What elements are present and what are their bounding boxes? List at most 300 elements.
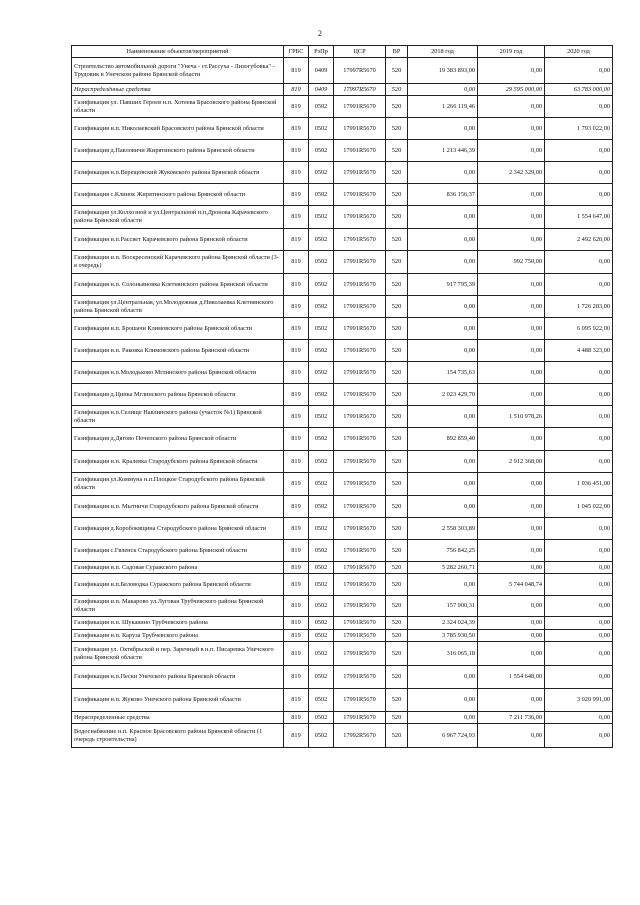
header-2019: 2019 год [478,46,545,58]
row-2019: 0,00 [478,384,545,406]
row-name: Газификация ул. Павших Героев н.п. Хотеева Брасовского района Брянской области [72,96,284,118]
row-name: Газификация н.п. Каруза Трубчевского района [72,630,284,642]
row-2019: 0,00 [478,58,545,84]
row-rzpr: 0502 [309,630,334,642]
row-csr: 17991R5670 [334,251,386,274]
table-row [72,384,613,406]
row-vr: 520 [386,712,408,724]
row-vr: 520 [386,274,408,296]
row-vr: 520 [386,206,408,229]
row-2019: 0,00 [478,562,545,574]
row-grbs: 819 [284,274,309,296]
row-2018: 0,00 [408,206,478,229]
row-2019: 0,00 [478,362,545,384]
row-rzpr: 0502 [309,562,334,574]
row-grbs: 819 [284,451,309,473]
row-2020: 0,00 [545,562,613,574]
row-name: Газификация д.Коробоквщина Стародубского района Брянской области [72,518,284,540]
row-2019: 0,00 [478,118,545,140]
row-name: Газификация д.Цинка Мглинского района Брянской области [72,384,284,406]
row-grbs: 819 [284,206,309,229]
row-2020: 0,00 [545,140,613,162]
table-row [72,518,613,540]
row-2019: 0,00 [478,642,545,666]
table-row [72,406,613,428]
row-rzpr: 0502 [309,96,334,118]
row-grbs: 819 [284,251,309,274]
row-2018: 5 282 260,71 [408,562,478,574]
row-name: Газификация ул.Коммуна н.п.Плоцкое Стародубского района Брянской области [72,473,284,496]
table-row [72,340,613,362]
row-vr: 520 [386,58,408,84]
row-vr: 520 [386,84,408,96]
row-grbs: 819 [284,96,309,118]
header-vr: ВР [386,46,408,58]
row-2019: 1 554 648,00 [478,666,545,689]
row-name: Газификация н.п. Мытничи Стародубского района Брянской области [72,496,284,518]
row-2019: 0,00 [478,689,545,712]
row-vr: 520 [386,562,408,574]
row-grbs: 819 [284,666,309,689]
row-csr: 17991R5670 [334,318,386,340]
row-2019: 5 744 048,74 [478,574,545,596]
table-row [72,596,613,617]
table-row [72,362,613,384]
row-vr: 520 [386,406,408,428]
row-2018: 2 558 303,89 [408,518,478,540]
row-csr: 17991R5670 [334,384,386,406]
row-2019: 0,00 [478,617,545,630]
row-2019: 0,00 [478,428,545,451]
page-number: 2 [318,29,322,38]
row-rzpr: 0502 [309,340,334,362]
row-name: Газификация н.п. Воскресенский Карачевского района Брянской области (3-я очередь) [72,251,284,274]
row-2019: 1 510 978,26 [478,406,545,428]
row-2020: 0,00 [545,406,613,428]
row-2018: 3 785 930,50 [408,630,478,642]
row-csr: 17991R5670 [334,362,386,384]
row-csr: 17991R5670 [334,596,386,617]
header-row [72,46,613,58]
row-grbs: 819 [284,724,309,748]
row-rzpr: 0502 [309,712,334,724]
row-2018: 0,00 [408,84,478,96]
header-2020: 2020 год [545,46,613,58]
row-2018: 157 900,31 [408,596,478,617]
row-rzpr: 0502 [309,206,334,229]
row-vr: 520 [386,540,408,562]
row-grbs: 819 [284,428,309,451]
row-csr: 17991R5670 [334,562,386,574]
header-grbs: ГРБС [284,46,309,58]
row-2018: 0,00 [408,574,478,596]
budget-table [71,45,613,748]
row-vr: 520 [386,630,408,642]
row-csr: 17991R5670 [334,473,386,496]
row-2018: 316 065,18 [408,642,478,666]
row-2020: 0,00 [545,384,613,406]
row-grbs: 819 [284,362,309,384]
table-row [72,84,613,96]
row-2020: 0,00 [545,540,613,562]
row-2019: 0,00 [478,96,545,118]
row-name: Газификация н.п.Молодьково Мглинского района Брянской области [72,362,284,384]
row-vr: 520 [386,96,408,118]
row-rzpr: 0502 [309,318,334,340]
row-grbs: 819 [284,84,309,96]
row-2020: 0,00 [545,596,613,617]
row-vr: 520 [386,451,408,473]
row-2018: 0,00 [408,689,478,712]
row-vr: 520 [386,518,408,540]
row-grbs: 819 [284,296,309,318]
row-2019: 2 342 329,00 [478,162,545,184]
row-csr: 17991R5670 [334,206,386,229]
row-vr: 520 [386,162,408,184]
row-2020: 0,00 [545,274,613,296]
row-csr: 17991R5670 [334,162,386,184]
row-grbs: 819 [284,406,309,428]
header-2018: 2018 год [408,46,478,58]
row-2018: 0,00 [408,406,478,428]
row-rzpr: 0502 [309,296,334,318]
row-name: Строительство автомобильной дороги "Унеча - ст.Рассуха - Лизогубовка" - Трудовик в Унечском районе Брянской области [72,58,284,84]
row-2020: 0,00 [545,428,613,451]
row-rzpr: 0502 [309,428,334,451]
row-rzpr: 0502 [309,406,334,428]
table-row [72,274,613,296]
row-vr: 520 [386,140,408,162]
row-csr: 17991R5670 [334,574,386,596]
table-row [72,689,613,712]
row-rzpr: 0502 [309,518,334,540]
row-2018: 0,00 [408,340,478,362]
row-2018: 836 156,37 [408,184,478,206]
row-grbs: 819 [284,118,309,140]
row-2020: 0,00 [545,362,613,384]
row-2020: 0,00 [545,96,613,118]
row-2020: 1 554 647,00 [545,206,613,229]
table-row [72,724,613,748]
row-name: Газификация д.Дягово Почепского района Брянской области [72,428,284,451]
row-csr: 17991R5670 [334,274,386,296]
row-csr: 17991R5670 [334,229,386,251]
row-2019: 0,00 [478,184,545,206]
row-name: Газификация н.п. Солоньяновка Клетнянского района Брянской области [72,274,284,296]
row-rzpr: 0502 [309,689,334,712]
row-2018: 0,00 [408,296,478,318]
row-2020: 0,00 [545,642,613,666]
row-vr: 520 [386,642,408,666]
row-name: Газификация н.п.Селище Навлинского района (участок №1) Брянской области [72,406,284,428]
table-row [72,206,613,229]
row-csr: 17991R5670 [334,406,386,428]
row-csr: 17991R5670 [334,689,386,712]
row-rzpr: 0502 [309,229,334,251]
row-vr: 520 [386,596,408,617]
row-csr: 17991R5670 [334,96,386,118]
row-2020: 0,00 [545,162,613,184]
row-name: Нераспределенные средства [72,712,284,724]
row-rzpr: 0502 [309,574,334,596]
row-grbs: 819 [284,140,309,162]
row-2020: 0,00 [545,666,613,689]
row-2018: 1 213 446,39 [408,140,478,162]
row-name: Газификация н.п. Кралевка Стародубского района Брянской области [72,451,284,473]
row-vr: 520 [386,362,408,384]
table-row [72,642,613,666]
row-csr: 17991R5670 [334,118,386,140]
row-2018: 756 842,25 [408,540,478,562]
row-grbs: 819 [284,229,309,251]
row-rzpr: 0502 [309,496,334,518]
row-2020: 0,00 [545,58,613,84]
row-grbs: 819 [284,712,309,724]
row-name: Газификация ул.Центральная, ул.Молодежная д.Николаевка Клетнянского района Брянской области [72,296,284,318]
row-name: Газификация н.п. Макарово ул.Луговая Трубчевского района Брянской области [72,596,284,617]
table-row [72,296,613,318]
row-2018: 6 967 724,93 [408,724,478,748]
row-name: Газификация н.п. Брошачи Климовского района Брянской области [72,318,284,340]
row-2019: 0,00 [478,296,545,318]
row-grbs: 819 [284,340,309,362]
row-rzpr: 0502 [309,451,334,473]
row-rzpr: 0409 [309,84,334,96]
row-vr: 520 [386,473,408,496]
row-vr: 520 [386,666,408,689]
row-2020: 0,00 [545,518,613,540]
row-rzpr: 0502 [309,251,334,274]
row-2018: 917 795,39 [408,274,478,296]
row-grbs: 819 [284,496,309,518]
row-csr: 17991R5670 [334,140,386,162]
table-body [72,58,613,748]
row-2018: 2 324 024,39 [408,617,478,630]
row-csr: 17991R5670 [334,630,386,642]
table-row [72,562,613,574]
table-row [72,712,613,724]
row-name: Газификация н.п. Жуково Унечского района Брянской области [72,689,284,712]
row-rzpr: 0502 [309,666,334,689]
row-2020: 4 488 323,00 [545,340,613,362]
row-vr: 520 [386,724,408,748]
row-2019: 0,00 [478,630,545,642]
table-row [72,666,613,689]
row-grbs: 819 [284,58,309,84]
table-row [72,251,613,274]
row-2018: 0,00 [408,118,478,140]
row-csr: 17991R5670 [334,518,386,540]
row-csr: 17997R5670 [334,84,386,96]
header-csr: ЦСР [334,46,386,58]
table-row [72,229,613,251]
row-2018: 0,00 [408,251,478,274]
row-2020: 1 726 283,00 [545,296,613,318]
row-2018: 0,00 [408,451,478,473]
table-row [72,617,613,630]
row-name: Газификация н.п.Беловодка Суражского района Брянской области [72,574,284,596]
row-2019: 0,00 [478,724,545,748]
row-vr: 520 [386,384,408,406]
row-2020: 0,00 [545,724,613,748]
row-2020: 0,00 [545,574,613,596]
table-row [72,184,613,206]
row-2020: 1 793 022,00 [545,118,613,140]
table-row [72,496,613,518]
row-2020: 2 492 620,00 [545,229,613,251]
row-vr: 520 [386,229,408,251]
row-name: Газификация н.п. Шукавино Трубчевского района [72,617,284,630]
row-grbs: 819 [284,574,309,596]
row-vr: 520 [386,428,408,451]
row-name: Газификация н.п.Верещовский Жуковского района Брянской области [72,162,284,184]
table-row [72,162,613,184]
row-rzpr: 0502 [309,184,334,206]
row-2018: 0,00 [408,473,478,496]
row-rzpr: 0502 [309,162,334,184]
row-2020: 3 020 991,00 [545,689,613,712]
row-2019: 0,00 [478,596,545,617]
row-name: Газификация с.Клинок Жирятинского района Брянской области [72,184,284,206]
row-vr: 520 [386,496,408,518]
row-csr: 17991R5670 [334,666,386,689]
row-2019: 0,00 [478,340,545,362]
row-2018: 0,00 [408,712,478,724]
row-2018: 0,00 [408,318,478,340]
row-name: Нераспределённые средства [72,84,284,96]
row-name: Водоснабжение н.п. Красное Брасовского района Брянской области (1 очередь строительства) [72,724,284,748]
row-grbs: 819 [284,318,309,340]
row-2020: 0,00 [545,184,613,206]
row-name: Газификация н.п.Рассвет Карачевского района Брянской области [72,229,284,251]
row-rzpr: 0502 [309,724,334,748]
row-2020: 0,00 [545,451,613,473]
row-csr: 17997R5670 [334,58,386,84]
row-2019: 29 595 000,00 [478,84,545,96]
row-name: Газификация с.Гвленск Стародубского района Брянской области [72,540,284,562]
row-2018: 0,00 [408,229,478,251]
row-name: Газификация н.п.Пески Унечского района Брянской области [72,666,284,689]
row-grbs: 819 [284,617,309,630]
row-csr: 17991R5670 [334,184,386,206]
row-2018: 0,00 [408,162,478,184]
table-row [72,96,613,118]
row-grbs: 819 [284,562,309,574]
row-2019: 0,00 [478,518,545,540]
row-grbs: 819 [284,162,309,184]
table-row [72,574,613,596]
table-row [72,118,613,140]
row-rzpr: 0502 [309,596,334,617]
table-row [72,140,613,162]
row-rzpr: 0502 [309,642,334,666]
row-2019: 0,00 [478,206,545,229]
row-rzpr: 0502 [309,274,334,296]
row-csr: 17991R5670 [334,642,386,666]
row-2020: 0,00 [545,712,613,724]
row-rzpr: 0502 [309,362,334,384]
row-name: Газификация н.п. Садовая Суражского района [72,562,284,574]
table-row [72,318,613,340]
row-grbs: 819 [284,630,309,642]
row-vr: 520 [386,251,408,274]
row-grbs: 819 [284,473,309,496]
table-row [72,451,613,473]
table-row [72,473,613,496]
row-2020: 0,00 [545,617,613,630]
row-grbs: 819 [284,689,309,712]
row-2019: 0,00 [478,274,545,296]
row-2018: 0,00 [408,666,478,689]
table-row [72,58,613,84]
table-row [72,428,613,451]
row-2018: 1 266 119,46 [408,96,478,118]
row-2019: 0,00 [478,229,545,251]
row-grbs: 819 [284,384,309,406]
row-2020: 1 036 451,00 [545,473,613,496]
row-grbs: 819 [284,518,309,540]
header-rzpr: РзПр [309,46,334,58]
row-vr: 520 [386,340,408,362]
row-2018: 0,00 [408,496,478,518]
row-vr: 520 [386,296,408,318]
row-rzpr: 0502 [309,118,334,140]
row-csr: 17991R5670 [334,296,386,318]
row-name: Газификация ул.Колхозной и ул.Центральной н.п.Дронова Карачевского района Брянской области [72,206,284,229]
row-csr: 17991R5670 [334,451,386,473]
row-vr: 520 [386,689,408,712]
row-vr: 520 [386,118,408,140]
row-csr: 17991R5670 [334,617,386,630]
row-2019: 0,00 [478,318,545,340]
row-2018: 2 023 429,70 [408,384,478,406]
row-2019: 7 211 736,00 [478,712,545,724]
row-grbs: 819 [284,642,309,666]
table-row [72,630,613,642]
row-vr: 520 [386,184,408,206]
header-name: Наименование объектов/мероприятий [72,46,284,58]
row-rzpr: 0502 [309,140,334,162]
row-2020: 0,00 [545,251,613,274]
row-name: Газификация д.Павловичи Жирятинского района Брянской области [72,140,284,162]
row-rzpr: 0502 [309,617,334,630]
row-csr: 17991R5670 [334,428,386,451]
row-2018: 19 383 893,00 [408,58,478,84]
row-2018: 154 735,63 [408,362,478,384]
row-2020: 0,00 [545,630,613,642]
row-vr: 520 [386,574,408,596]
row-csr: 17991R5670 [334,496,386,518]
row-vr: 520 [386,318,408,340]
row-2020: 63 783 000,00 [545,84,613,96]
row-rzpr: 0502 [309,384,334,406]
row-csr: 17991R5670 [334,712,386,724]
row-csr: 17991R5670 [334,340,386,362]
row-csr: 17991R5670 [334,540,386,562]
row-rzpr: 0409 [309,58,334,84]
row-2019: 0,00 [478,496,545,518]
row-grbs: 819 [284,184,309,206]
row-name: Газификация ул. Октябрьской и пер. Заречный в н.п. Писаревка Унечского района Брянской области [72,642,284,666]
row-2020: 6 095 922,00 [545,318,613,340]
row-2019: 0,00 [478,540,545,562]
row-grbs: 819 [284,540,309,562]
row-name: Газификация н.п. Раковка Климовского района Брянской области [72,340,284,362]
row-grbs: 819 [284,596,309,617]
row-2020: 1 045 022,00 [545,496,613,518]
row-rzpr: 0502 [309,540,334,562]
row-2019: 0,00 [478,473,545,496]
